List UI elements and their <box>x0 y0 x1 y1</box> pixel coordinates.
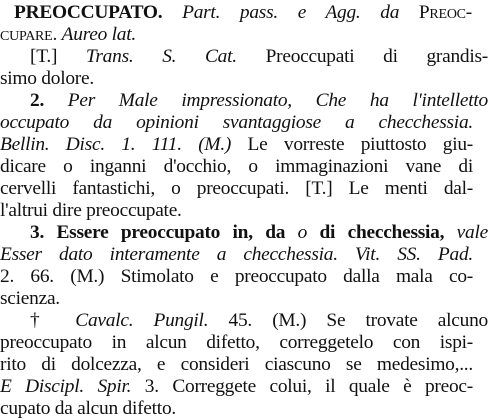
def1-text-1: Preoccupati di grandis- <box>265 46 488 67</box>
part-of-speech: Part. pass. e Agg. da <box>182 2 400 23</box>
def2-number: 2. <box>30 90 45 111</box>
def3-line-1 <box>0 222 488 244</box>
def2-line-2 <box>0 112 473 134</box>
def3-citation-ref: 2. 66. (M.) <box>0 266 105 287</box>
def2-tag: [T.] <box>305 178 333 199</box>
def2-definition-1: Per Male impressionato, Che ha l'intelletto <box>67 90 488 111</box>
headword: PREOCCUPATO. <box>14 2 163 23</box>
def2-text-4: dicare o inganni d'occhio, o immaginazioni vane di <box>0 156 473 177</box>
def4-line-5 <box>0 398 473 420</box>
def1-line-1 <box>0 46 488 68</box>
def3-phrase-2: di checchessia, <box>319 222 445 243</box>
def4-text-5: cupato da alcun difetto. <box>0 398 176 419</box>
def2-definition-2: occupato da opinioni svantaggiose a checchessia. <box>0 112 473 133</box>
def3-definition: Esser dato interamente a checchessia. <box>0 244 338 265</box>
origin-note: Aureo lat. <box>61 24 136 45</box>
def3-or: o <box>297 222 308 243</box>
def3-line-2 <box>0 244 473 266</box>
def3-line-4 <box>0 288 473 310</box>
def2-line-1 <box>0 90 488 112</box>
origin-word: Preoc- <box>418 2 472 23</box>
def2-text-5b: Le menti dal- <box>348 178 473 199</box>
def1-source: Trans. S. Cat. <box>85 46 237 67</box>
def2-line-4 <box>0 156 473 178</box>
def2-line-3 <box>0 134 473 156</box>
def3-vale: vale <box>456 222 488 243</box>
def4-line-4 <box>0 376 473 398</box>
entry-line-2 <box>0 24 473 46</box>
def2-line-5 <box>0 178 473 200</box>
def3-text-4: scienza. <box>0 288 60 309</box>
def2-citation: Bellin. Disc. 1. 111. (M.) <box>0 134 232 155</box>
def4-text-4: 3. Correggete colui, il quale è preoc- <box>144 376 473 397</box>
def3-text-3: Stimolato e preoccupato dalla mala co- <box>120 266 473 287</box>
def3-line-3 <box>0 266 473 288</box>
entry-line-1 <box>0 2 472 24</box>
def4-citation-ref: 45. (M.) <box>228 310 307 331</box>
def4-text-2: preoccupato in alcun difetto, correggetelo con ispi- <box>0 332 473 353</box>
def4-line-3 <box>0 354 473 376</box>
def4-line-1 <box>0 310 488 332</box>
def3-citation: Vit. SS. Pad. <box>355 244 473 265</box>
def2-text-5a: cervelli fantastichi, o preoccupati. <box>0 178 290 199</box>
def2-text-6: l'altrui dire preoccupate. <box>0 200 182 221</box>
def1-text-2: simo dolore. <box>0 68 94 89</box>
def1-tag: [T.] <box>30 46 58 67</box>
def1-line-2 <box>0 68 473 90</box>
def2-text-3: Le vorreste piuttosto giu- <box>247 134 473 155</box>
dagger-mark: † <box>30 310 56 331</box>
def4-text-3: rito di dolcezza, e consideri ciascuno se medesimo,... <box>0 354 473 375</box>
origin-word-end: cupare. <box>0 24 58 45</box>
def4-text-1: Se trovate alcuno <box>326 310 488 331</box>
def4-line-2 <box>0 332 473 354</box>
def2-line-6 <box>0 200 473 222</box>
def3-phrase: Essere preoccupato in, da <box>56 222 286 243</box>
def4-citation-2: E Discipl. Spir. <box>0 376 132 397</box>
def3-number: 3. <box>30 222 45 243</box>
def4-citation: Cavalc. Pungil. <box>75 310 209 331</box>
